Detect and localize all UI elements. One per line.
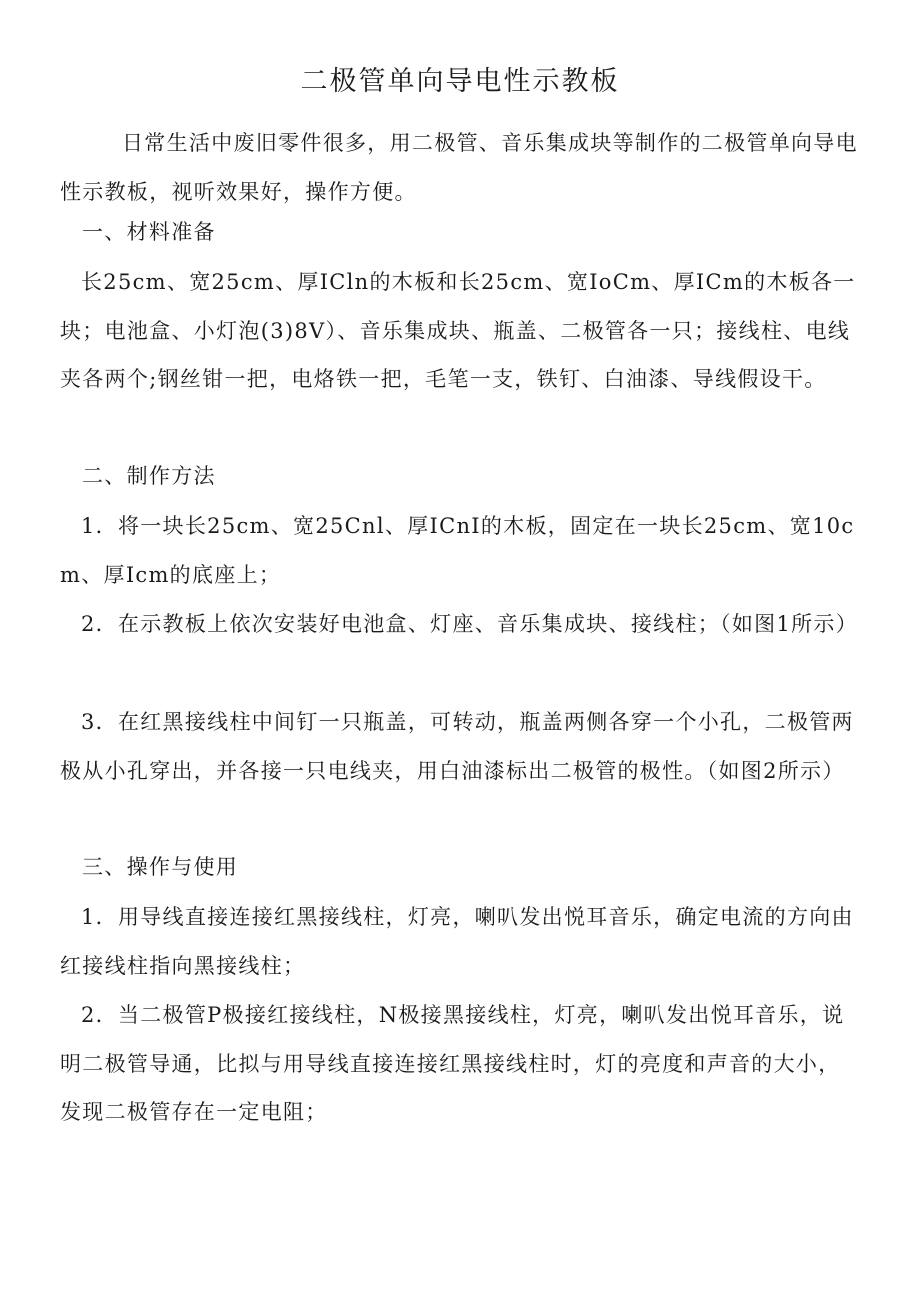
document-title: 二极管单向导电性示教板 — [300, 66, 620, 97]
section-heading-materials: 一、材料准备 — [82, 220, 216, 244]
section-heading-usage: 三、操作与使用 — [82, 855, 239, 879]
materials-paragraph: 长25cm、宽25cm、厚ICln的木板和长25cm、宽IoCm、厚ICm的木板各一块；电池盒、小灯泡(3)8V）、音乐集成块、瓶盖、二极管各一只；接线柱、电线夹各两个;钢丝钳一把，电烙铁一把，毛笔一支，铁钉、白油漆、导线假设干。 — [60, 270, 856, 391]
method-step-1: 1．将一块长25cm、宽25Cnl、厚ICnI的木板，固定在一块长25cm、宽10cm、厚Icm的底座上； — [60, 514, 855, 587]
usage-step-2: 2．当二极管P极接红接线柱，N极接黑接线柱，灯亮，喇叭发出悦耳音乐，说明二极管导通，比拟与用导线直接连接红黑接线柱时，灯的亮度和声音的大小，发现二极管存在一定电阻； — [60, 1003, 845, 1124]
intro-paragraph: 日常生活中废旧零件很多，用二极管、音乐集成块等制作的二极管单向导电性示教板，视听效果好，操作方便。 — [60, 131, 858, 204]
section-heading-method: 二、制作方法 — [82, 464, 216, 488]
method-step-3: 3．在红黑接线柱中间钉一只瓶盖，可转动，瓶盖两侧各穿一个小孔，二极管两极从小孔穿出，并各接一只电线夹，用白油漆标出二极管的极性。（如图2所示） — [60, 710, 854, 783]
method-step-2: 2．在示教板上依次安装好电池盒、灯座、音乐集成块、接线柱；（如图1所示） — [81, 612, 859, 636]
usage-step-1: 1．用导线直接连接红黑接线柱，灯亮，喇叭发出悦耳音乐，确定电流的方向由红接线柱指向黑接线柱； — [60, 905, 854, 978]
